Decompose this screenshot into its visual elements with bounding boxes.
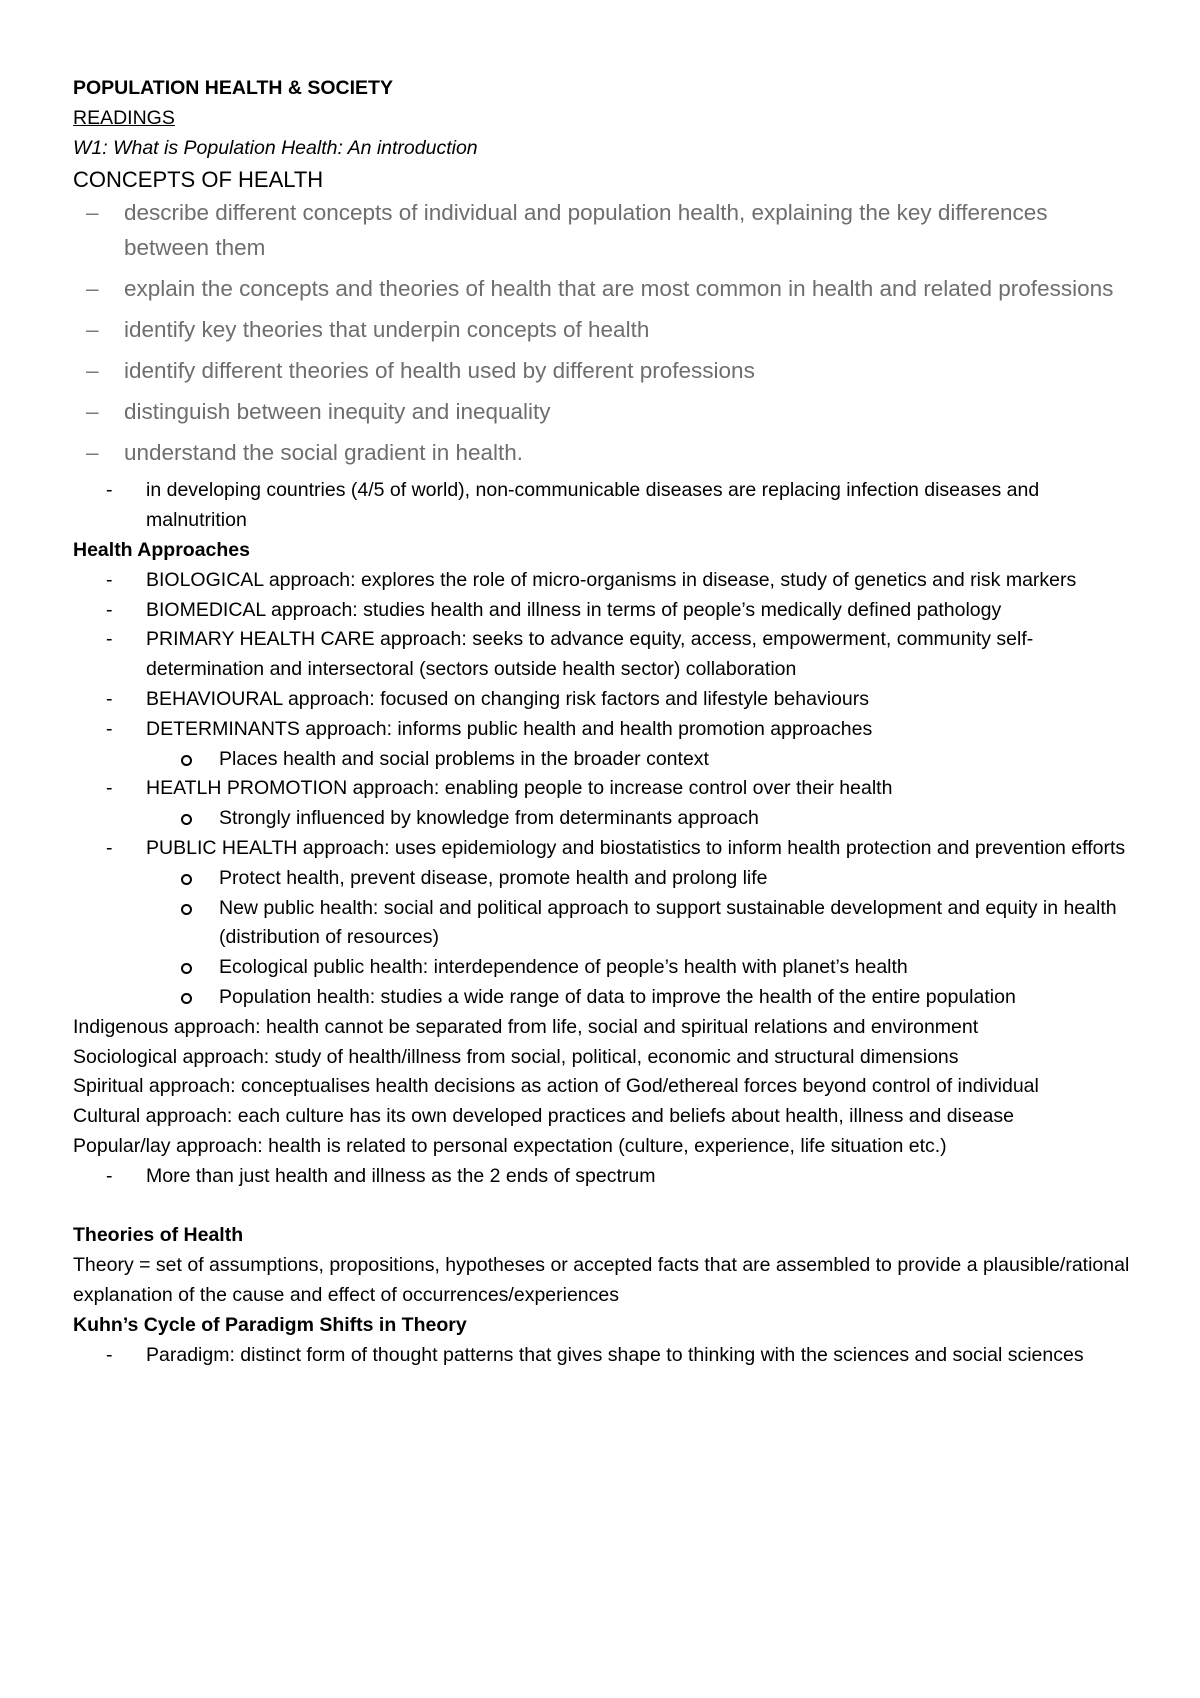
objective-text: understand the social gradient in health. xyxy=(124,440,524,466)
sub-list-item xyxy=(73,864,1143,894)
theory-definition: Theory = set of assumptions, propositions, hypotheses or accepted facts that are assembled to provide a plausible/rational explanation of the cause and effect of occurrences/experiences xyxy=(73,1254,1130,1306)
health-approaches-heading: Health Approaches xyxy=(73,538,250,561)
spiritual-approach: Spiritual approach: conceptualises health decisions as action of God/ethereal forces beyond control of individual xyxy=(73,1075,1039,1098)
dash-marker: – xyxy=(86,399,99,425)
sociological-approach: Sociological approach: study of health/illness from social, political, economic and structural dimensions xyxy=(73,1045,959,1068)
sub-list-item xyxy=(73,894,1143,954)
primary-health-care-approach: PRIMARY HEALTH CARE approach: seeks to advance equity, access, empowerment, community self-determination and intersectoral (sectors outside health sector) collaboration xyxy=(146,628,1034,681)
behavioural-approach: BEHAVIOURAL approach: focused on changing risk factors and lifestyle behaviours xyxy=(146,687,869,710)
list-item xyxy=(73,834,1143,864)
readings-label: READINGS xyxy=(73,106,175,129)
objective-item xyxy=(73,435,1143,470)
objective-item xyxy=(73,195,1134,265)
dash-marker: – xyxy=(86,317,99,343)
dash-marker: - xyxy=(106,568,113,591)
objective-text: distinguish between inequity and inequality xyxy=(124,399,551,425)
dash-marker: - xyxy=(106,1343,113,1366)
list-item xyxy=(73,476,1143,536)
list-item xyxy=(73,625,1143,685)
dash-marker: - xyxy=(106,687,113,710)
public-health-sub: Protect health, prevent disease, promote health and prolong life xyxy=(219,866,768,889)
dash-marker: – xyxy=(86,200,99,226)
sub-list-item xyxy=(73,983,1143,1013)
objective-item xyxy=(73,271,1134,306)
circle-bullet-icon xyxy=(181,755,192,766)
list-item xyxy=(73,596,1143,626)
dash-marker: – xyxy=(86,358,99,384)
circle-bullet-icon xyxy=(181,814,192,825)
paradigm-definition: Paradigm: distinct form of thought patterns that gives shape to thinking with the sciences and social sciences xyxy=(146,1343,1084,1366)
dash-marker: - xyxy=(106,479,113,502)
objective-text: explain the concepts and theories of health that are most common in health and related professions xyxy=(124,276,1114,302)
dash-marker: - xyxy=(106,598,113,621)
objective-text: describe different concepts of individual and population health, explaining the key differences between them xyxy=(124,200,1048,261)
popular-sub: More than just health and illness as the 2 ends of spectrum xyxy=(146,1164,656,1187)
course-title: POPULATION HEALTH & SOCIETY xyxy=(73,77,393,99)
determinants-sub: Places health and social problems in the broader context xyxy=(219,747,709,770)
determinants-approach: DETERMINANTS approach: informs public health and health promotion approaches xyxy=(146,717,873,740)
objective-item xyxy=(73,394,1143,429)
circle-bullet-icon xyxy=(181,904,192,915)
health-promotion-approach: HEATLH PROMOTION approach: enabling people to increase control over their health xyxy=(146,777,893,800)
sub-list-item xyxy=(73,804,1143,834)
objective-item xyxy=(73,312,1143,347)
kuhn-heading: Kuhn’s Cycle of Paradigm Shifts in Theory xyxy=(73,1313,467,1336)
list-item xyxy=(73,1162,1143,1192)
public-health-sub: Population health: studies a wide range of data to improve the health of the entire population xyxy=(219,985,1016,1008)
dash-marker: - xyxy=(106,777,113,800)
week-title: W1: What is Population Health: An introduction xyxy=(73,136,478,159)
theories-heading: Theories of Health xyxy=(73,1224,244,1247)
dash-marker: – xyxy=(86,276,99,302)
concepts-title: CONCEPTS OF HEALTH xyxy=(73,167,324,193)
developing-countries-note: in developing countries (4/5 of world), non-communicable diseases are replacing infection diseases and malnutrition xyxy=(146,479,1040,532)
list-item xyxy=(73,774,1143,804)
circle-bullet-icon xyxy=(181,963,192,974)
cultural-approach: Cultural approach: each culture has its own developed practices and beliefs about health, illness and disease xyxy=(73,1105,1014,1128)
sub-list-item xyxy=(73,953,1143,983)
biomedical-approach: BIOMEDICAL approach: studies health and illness in terms of people’s medically defined pathology xyxy=(146,598,1002,621)
document-page xyxy=(73,74,1143,1370)
popular-approach: Popular/lay approach: health is related to personal expectation (culture, experience, life situation etc.) xyxy=(73,1134,947,1157)
dash-marker: - xyxy=(106,628,113,651)
list-item xyxy=(73,1341,1143,1371)
health-promotion-sub: Strongly influenced by knowledge from determinants approach xyxy=(219,807,759,830)
public-health-approach: PUBLIC HEALTH approach: uses epidemiology and biostatistics to inform health protection and prevention efforts xyxy=(146,836,1126,859)
objective-text: identify different theories of health used by different professions xyxy=(124,358,755,384)
public-health-sub: Ecological public health: interdependence of people’s health with planet’s health xyxy=(219,956,908,979)
circle-bullet-icon xyxy=(181,993,192,1004)
biological-approach: BIOLOGICAL approach: explores the role of micro-organisms in disease, study of genetics and risk markers xyxy=(146,568,1077,591)
circle-bullet-icon xyxy=(181,874,192,885)
public-health-sub: New public health: social and political approach to support sustainable development and equity in health (distribution of resources) xyxy=(219,896,1117,949)
objective-text: identify key theories that underpin concepts of health xyxy=(124,317,650,343)
sub-list-item xyxy=(73,745,1143,775)
objective-item xyxy=(73,353,1143,388)
dash-marker: – xyxy=(86,440,99,466)
spacer xyxy=(73,1192,1143,1222)
list-item xyxy=(73,715,1143,745)
dash-marker: - xyxy=(106,836,113,859)
dash-marker: - xyxy=(106,1164,113,1187)
list-item xyxy=(73,685,1143,715)
list-item xyxy=(73,566,1143,596)
dash-marker: - xyxy=(106,717,113,740)
indigenous-approach: Indigenous approach: health cannot be separated from life, social and spiritual relations and environment xyxy=(73,1015,979,1038)
